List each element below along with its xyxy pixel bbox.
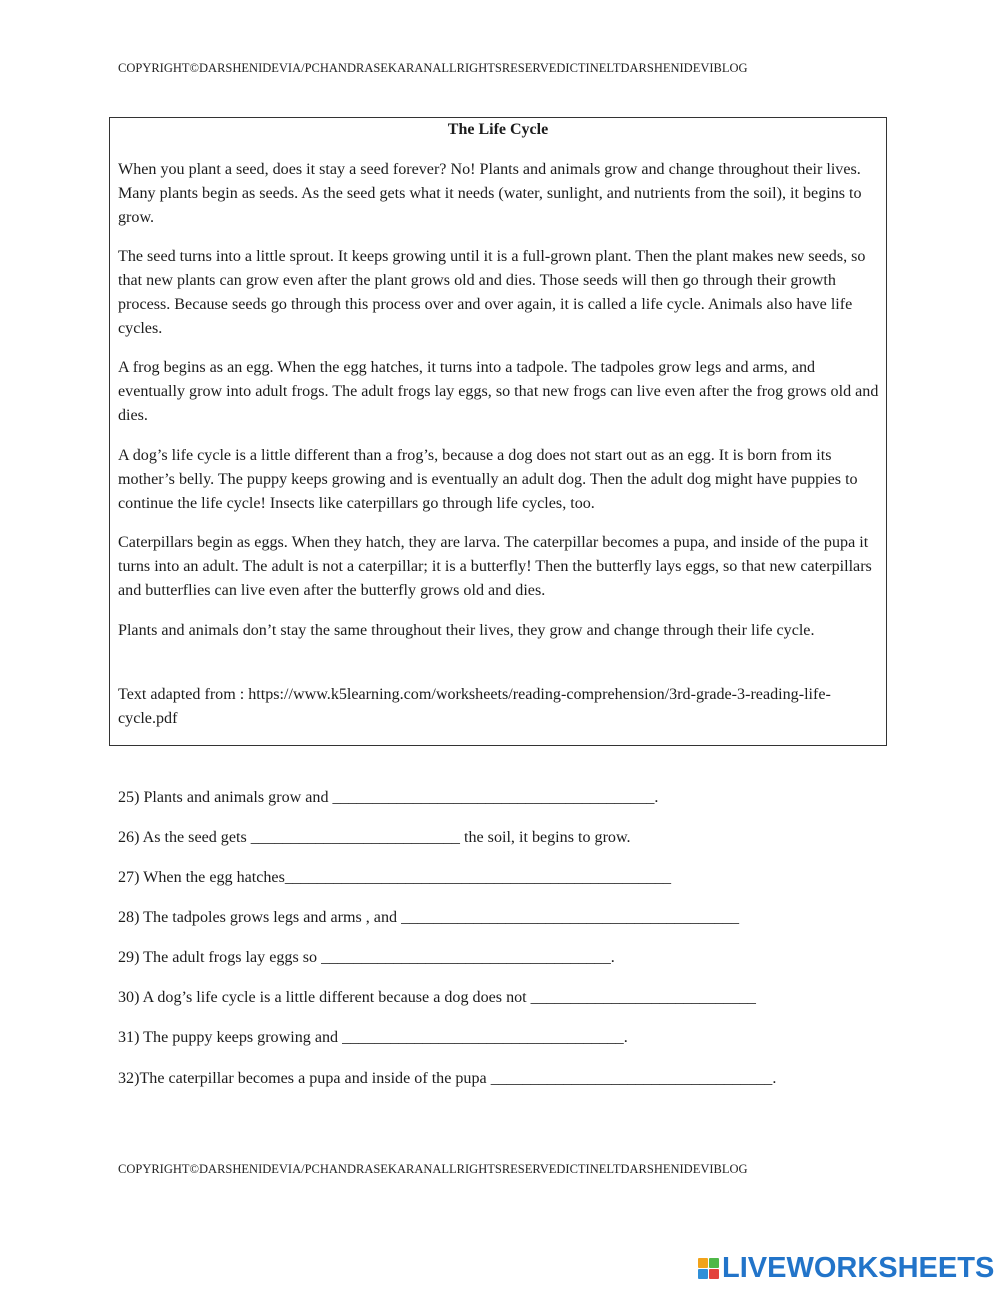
- question-25[interactable]: 25) Plants and animals grow and ________________________________________.: [118, 789, 659, 806]
- passage-paragraph: When you plant a seed, does it stay a seed forever? No! Plants and animals grow and change throughout their lives. Many plants begin as seeds. As the seed gets what it needs (water, sunlight, and nutrients from the soil), it begins to grow.: [118, 161, 862, 226]
- question-28[interactable]: 28) The tadpoles grows legs and arms , and __________________________________________: [118, 909, 740, 926]
- passage-paragraph: A dog’s life cycle is a little different than a frog’s, because a dog does not start out as an egg. It is born from its mother’s belly. The puppy keeps growing and is eventually an adult dog. Then the adult dog might have puppies to continue the life cycle! Insects like caterpillars go through life cycles, too.: [118, 447, 858, 512]
- logo-block: [709, 1269, 719, 1279]
- logo-block: [709, 1258, 719, 1268]
- question-30[interactable]: 30) A dog’s life cycle is a little different because a dog does not ____________________________: [118, 989, 756, 1006]
- logo-block: [698, 1258, 708, 1268]
- passage-title: The Life Cycle: [447, 121, 549, 138]
- liveworksheets-logo: [698, 1253, 994, 1283]
- copyright-footer: COPYRIGHT©DARSHENIDEVIA/PCHANDRASEKARANALLRIGHTSRESERVEDICTINELTDARSHENIDEVIBLOG: [118, 1162, 748, 1176]
- question-26[interactable]: 26) As the seed gets __________________________ the soil, it begins to grow.: [118, 829, 631, 846]
- question-31[interactable]: 31) The puppy keeps growing and ___________________________________.: [118, 1029, 628, 1046]
- passage-paragraph: The seed turns into a little sprout. It keeps growing until it is a full-grown plant. Then the plant makes new seeds, so that new plants can grow even after the plant grows old and dies. Those seeds will then go through their growth process. Because seeds go through this process over and over again, it is called a life cycle. Animals also have life cycles.: [118, 248, 866, 337]
- logo-text: LIVEWORKSHEETS: [722, 1252, 995, 1284]
- passage-paragraph: Caterpillars begin as eggs. When they hatch, they are larva. The caterpillar becomes a pupa, and inside of the pupa it turns into an adult. The adult is not a caterpillar; it is a butterfly! Then the butterfly lays eggs, so that new caterpillars and butterflies can live even after the butterfly grows old and dies.: [118, 534, 872, 599]
- passage-paragraph: Plants and animals don’t stay the same throughout their lives, they grow and change through their life cycle.: [118, 622, 815, 639]
- question-32[interactable]: 32)The caterpillar becomes a pupa and inside of the pupa ___________________________________.: [118, 1070, 777, 1087]
- copyright-header: COPYRIGHT©DARSHENIDEVIA/PCHANDRASEKARANALLRIGHTSRESERVEDICTINELTDARSHENIDEVIBLOG: [118, 61, 748, 75]
- question-29[interactable]: 29) The adult frogs lay eggs so ____________________________________.: [118, 949, 615, 966]
- passage-paragraph: A frog begins as an egg. When the egg hatches, it turns into a tadpole. The tadpoles grow legs and arms, and eventually grow into adult frogs. The adult frogs lay eggs, so that new frogs can live even after the frog grows old and dies.: [118, 359, 879, 424]
- reading-passage-box: [109, 117, 887, 746]
- question-27[interactable]: 27) When the egg hatches________________________________________________: [118, 869, 672, 886]
- logo-block: [698, 1269, 708, 1279]
- logo-blocks-icon: [698, 1258, 719, 1279]
- source-citation: Text adapted from : https://www.k5learning.com/worksheets/reading-comprehension/3rd-grade-3-reading-life-cycle.pdf: [118, 686, 831, 727]
